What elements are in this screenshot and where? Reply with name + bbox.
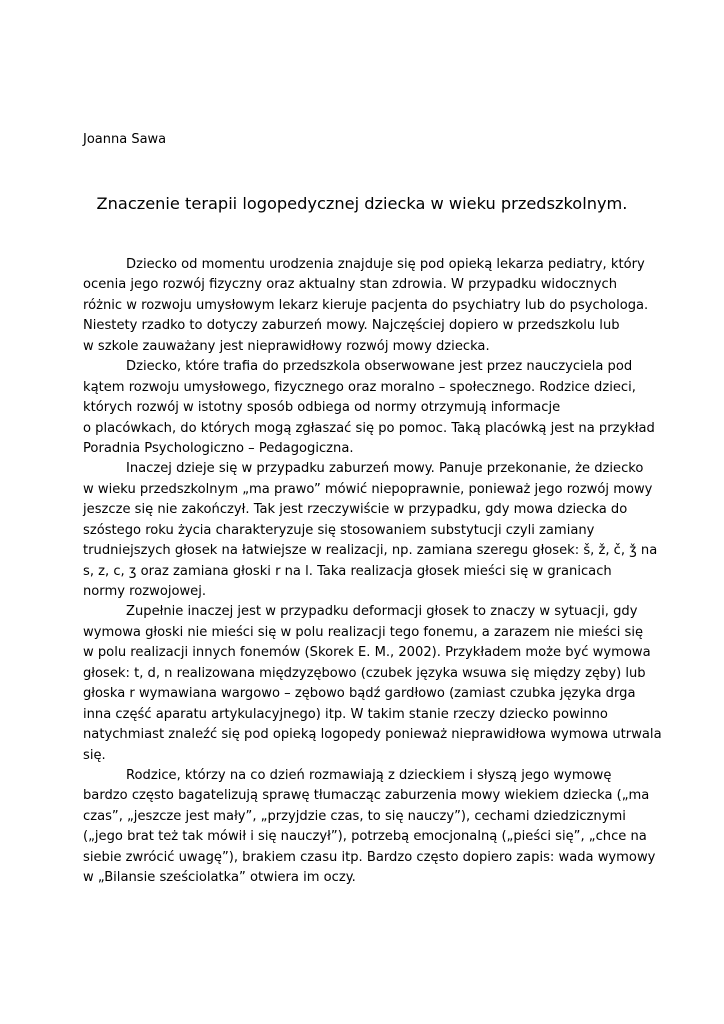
text-line: bardzo często bagatelizują sprawę tłumacząc zaburzenia mowy wiekiem dziecka („ma xyxy=(83,788,650,804)
text-line: kątem rozwoju umysłowego, fizycznego oraz moralno – społecznego. Rodzice dzieci, xyxy=(83,379,636,395)
text-line: inna część aparatu artykulacyjnego) itp. W takim stanie rzeczy dziecko powinno xyxy=(83,706,608,722)
text-line: s, z, c, ʒ oraz zamiana głoski r na l. Taka realizacja głosek mieści się w granicach xyxy=(83,563,612,579)
text-line: szóstego roku życia charakteryzuje się stosowaniem substytucji czyli zamiany xyxy=(83,522,595,538)
text-line: jeszcze się nie zakończył. Tak jest rzeczywiście w przypadku, gdy mowa dziecka do xyxy=(83,502,628,518)
text-line: których rozwój w istotny sposób odbiega od normy otrzymują informacje xyxy=(83,400,561,416)
text-line: ocenia jego rozwój fizyczny oraz aktualny stan zdrowia. W przypadku widocznych xyxy=(83,277,618,293)
text-line: Rodzice, którzy na co dzień rozmawiają z dzieckiem i słyszą jego wymowę xyxy=(126,767,612,783)
text-line: w szkole zauważany jest nieprawidłowy rozwój mowy dziecka. xyxy=(83,338,490,354)
text-line: natychmiast znaleźć się pod opieką logopedy ponieważ nieprawidłowa wymowa utrwala xyxy=(83,727,662,743)
text-line: różnic w rozwoju umysłowym lekarz kieruje pacjenta do psychiatry lub do psychologa. xyxy=(83,297,649,313)
text-line: w wieku przedszkolnym „ma prawo” mówić niepoprawnie, ponieważ jego rozwój mowy xyxy=(83,481,653,497)
text-line: wymowa głoski nie mieści się w polu realizacji tego fonemu, a zarazem nie mieści się xyxy=(83,624,644,640)
text-line: normy rozwojowej. xyxy=(83,584,207,599)
text-line: głosek: t, d, n realizowana międzyzębowo (czubek języka wsuwa się między zęby) lub xyxy=(83,665,646,681)
text-line: w „Bilansie sześciolatka” otwiera im oczy. xyxy=(83,870,356,886)
text-line: trudniejszych głosek na łatwiejsze w realizacji, np. zamiana szeregu głosek: š, ž, č, ǯ na xyxy=(83,543,658,559)
text-line: się. xyxy=(83,747,106,763)
text-line: Niestety rzadko to dotyczy zaburzeń mowy. Najczęściej dopiero w przedszkolu lub xyxy=(83,318,620,334)
text-line: Zupełnie inaczej jest w przypadku deformacji głosek to znaczy w sytuacji, gdy xyxy=(126,604,638,620)
text-line: w polu realizacji innych fonemów (Skorek E. M., 2002). Przykładem może być wymowa xyxy=(83,645,651,661)
text-line: czas”, „jeszcze jest mały”, „przyjdzie czas, to się nauczy”), cechami dziedzicznymi xyxy=(83,808,626,824)
text-line: Dziecko, które trafia do przedszkola obserwowane jest przez nauczyciela pod xyxy=(126,359,633,375)
document-title: Znaczenie terapii logopedycznej dziecka w wieku przedszkolnym. xyxy=(96,194,628,213)
body-text xyxy=(83,255,662,889)
text-line: Poradnia Psychologiczno – Pedagogiczna. xyxy=(83,440,354,456)
text-line: Dziecko od momentu urodzenia znajduje się pod opieką lekarza pediatry, który xyxy=(126,257,645,272)
text-line: o placówkach, do których mogą zgłaszać się po pomoc. Taką placówką jest na przykład xyxy=(83,420,655,436)
text-line: Inaczej dzieje się w przypadku zaburzeń mowy. Panuje przekonanie, że dziecko xyxy=(126,461,644,477)
author-name: Joanna Sawa xyxy=(83,132,167,147)
text-line: głoska r wymawiana wargowo – zębowo bądź gardłowo (zamiast czubka języka drga xyxy=(83,686,636,702)
text-line: siebie zwrócić uwagę”), brakiem czasu itp. Bardzo często dopiero zapis: wada wymowy xyxy=(83,849,656,865)
text-line: („jego brat też tak mówił i się nauczył”), potrzebą emocjonalną („pieści się”, „chce na xyxy=(83,829,647,845)
